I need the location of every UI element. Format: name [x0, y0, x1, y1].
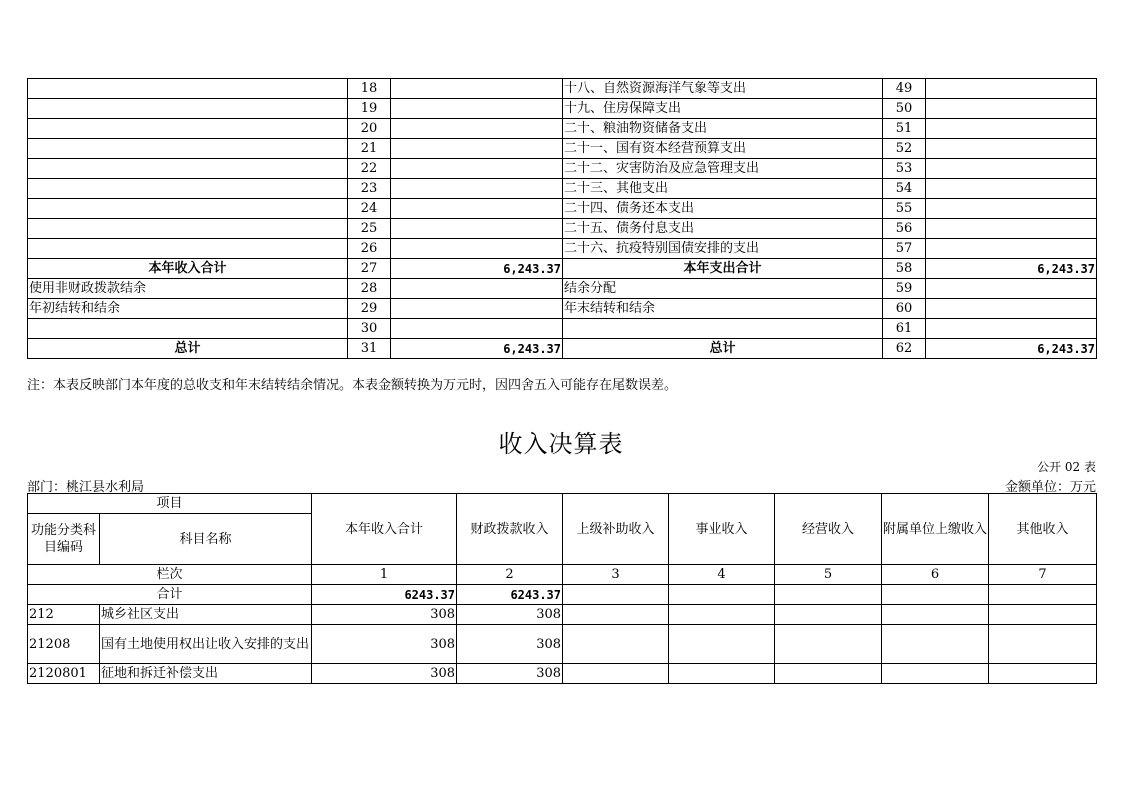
total-value: 6243.37 — [312, 585, 457, 605]
col-header-fiscal: 财政拨款收入 — [457, 494, 563, 565]
income-value: 308 — [457, 605, 563, 625]
total-value — [775, 585, 882, 605]
total-value — [882, 585, 989, 605]
income-item — [28, 79, 348, 99]
table-row — [28, 219, 1097, 239]
income-value — [669, 605, 775, 625]
expenditure-amount — [926, 79, 1097, 99]
table-row — [28, 179, 1097, 199]
row-number: 20 — [348, 119, 391, 139]
page-title: 收入决算表 — [498, 430, 624, 458]
expenditure-item: 二十二、灾害防治及应急管理支出 — [563, 159, 883, 179]
row-number: 53 — [883, 159, 926, 179]
subject-code: 212 — [28, 605, 100, 625]
income-amount — [391, 299, 563, 319]
row-number: 23 — [348, 179, 391, 199]
col-index: 2 — [457, 565, 563, 585]
item-header: 项目 — [28, 494, 312, 514]
row-number: 57 — [883, 239, 926, 259]
income-item — [28, 239, 348, 259]
table-row — [28, 605, 1097, 625]
expenditure-amount — [926, 239, 1097, 259]
income-value: 308 — [312, 605, 457, 625]
income-value — [989, 625, 1097, 664]
income-amount — [391, 99, 563, 119]
expenditure-item — [563, 319, 883, 339]
expenditure-amount — [926, 99, 1097, 119]
total-value — [563, 585, 669, 605]
income-item — [28, 139, 348, 159]
col-index: 3 — [563, 565, 669, 585]
col-index: 6 — [882, 565, 989, 585]
table-row — [28, 279, 1097, 299]
table-row — [28, 79, 1097, 99]
income-expenditure-table — [27, 78, 1097, 359]
expenditure-amount — [926, 299, 1097, 319]
row-number: 19 — [348, 99, 391, 119]
income-item — [28, 179, 348, 199]
income-settlement-table — [27, 493, 1097, 684]
col-index: 7 — [989, 565, 1097, 585]
subject-name: 城乡社区支出 — [100, 605, 312, 625]
income-item: 总计 — [28, 339, 348, 359]
subject-name: 国有土地使用权出让收入安排的支出 — [100, 625, 312, 664]
col-index-row — [28, 565, 1097, 585]
income-amount — [391, 139, 563, 159]
table-row — [28, 259, 1097, 279]
row-number: 26 — [348, 239, 391, 259]
income-value — [563, 625, 669, 664]
expenditure-item: 本年支出合计 — [563, 259, 883, 279]
income-item: 使用非财政拨款结余 — [28, 279, 348, 299]
total-value — [989, 585, 1097, 605]
income-value: 308 — [457, 625, 563, 664]
income-value — [989, 664, 1097, 684]
col-header-business: 事业收入 — [669, 494, 775, 565]
table-row — [28, 99, 1097, 119]
income-amount — [391, 159, 563, 179]
name-header: 科目名称 — [100, 514, 312, 565]
income-value — [669, 625, 775, 664]
income-amount — [391, 239, 563, 259]
col-index: 5 — [775, 565, 882, 585]
subject-code: 21208 — [28, 625, 100, 664]
expenditure-amount — [926, 279, 1097, 299]
expenditure-item: 二十、粮油物资储备支出 — [563, 119, 883, 139]
row-number: 54 — [883, 179, 926, 199]
income-settlement-rows — [28, 605, 1097, 684]
expenditure-item: 总计 — [563, 339, 883, 359]
table-row — [28, 319, 1097, 339]
income-amount: 6,243.37 — [391, 259, 563, 279]
col-header-superior: 上级补助收入 — [563, 494, 669, 565]
income-value: 308 — [312, 625, 457, 664]
income-amount: 6,243.37 — [391, 339, 563, 359]
table-row — [28, 239, 1097, 259]
expenditure-amount — [926, 199, 1097, 219]
income-amount — [391, 219, 563, 239]
row-number: 24 — [348, 199, 391, 219]
income-item — [28, 159, 348, 179]
income-amount — [391, 279, 563, 299]
expenditure-item: 二十六、抗疫特别国债安排的支出 — [563, 239, 883, 259]
income-value — [882, 625, 989, 664]
expenditure-amount — [926, 219, 1097, 239]
income-value: 308 — [457, 664, 563, 684]
income-value — [989, 605, 1097, 625]
col-header-affiliated: 附属单位上缴收入 — [882, 494, 989, 565]
row-number: 18 — [348, 79, 391, 99]
income-value — [669, 664, 775, 684]
row-number: 51 — [883, 119, 926, 139]
expenditure-amount: 6,243.37 — [926, 339, 1097, 359]
total-row — [28, 585, 1097, 605]
row-number: 25 — [348, 219, 391, 239]
income-item: 年初结转和结余 — [28, 299, 348, 319]
total-label: 合计 — [28, 585, 312, 605]
income-amount — [391, 79, 563, 99]
table-row — [28, 625, 1097, 664]
income-value — [775, 625, 882, 664]
col-header-total: 本年收入合计 — [312, 494, 457, 565]
table-row — [28, 299, 1097, 319]
expenditure-item: 十九、住房保障支出 — [563, 99, 883, 119]
subject-code: 2120801 — [28, 664, 100, 684]
expenditure-item: 二十一、国有资本经营预算支出 — [563, 139, 883, 159]
row-number: 56 — [883, 219, 926, 239]
code-header: 功能分类科目编码 — [28, 514, 100, 565]
income-value — [563, 664, 669, 684]
income-item — [28, 99, 348, 119]
expenditure-amount — [926, 159, 1097, 179]
col-index-label: 栏次 — [28, 565, 312, 585]
expenditure-item: 十八、自然资源海洋气象等支出 — [563, 79, 883, 99]
income-value: 308 — [312, 664, 457, 684]
income-value — [775, 605, 882, 625]
table-row — [28, 199, 1097, 219]
col-index: 4 — [669, 565, 775, 585]
total-value: 6243.37 — [457, 585, 563, 605]
col-header-operating: 经营收入 — [775, 494, 882, 565]
income-item — [28, 219, 348, 239]
row-number: 52 — [883, 139, 926, 159]
income-value — [563, 605, 669, 625]
income-value — [775, 664, 882, 684]
col-index: 1 — [312, 565, 457, 585]
income-item — [28, 119, 348, 139]
income-amount — [391, 199, 563, 219]
expenditure-amount — [926, 139, 1097, 159]
expenditure-amount: 6,243.37 — [926, 259, 1097, 279]
income-item — [28, 319, 348, 339]
row-number: 58 — [883, 259, 926, 279]
form-number: 公开 02 表 — [1037, 460, 1096, 474]
row-number: 55 — [883, 199, 926, 219]
expenditure-amount — [926, 179, 1097, 199]
row-number: 31 — [348, 339, 391, 359]
department-label: 部门：桃江县水利局 — [27, 480, 145, 495]
expenditure-item: 年末结转和结余 — [563, 299, 883, 319]
amount-unit-label: 金额单位：万元 — [1004, 480, 1096, 495]
row-number: 28 — [348, 279, 391, 299]
row-number: 59 — [883, 279, 926, 299]
expenditure-amount — [926, 119, 1097, 139]
row-number: 60 — [883, 299, 926, 319]
table-row — [28, 139, 1097, 159]
income-value — [882, 664, 989, 684]
row-number: 49 — [883, 79, 926, 99]
table-row — [28, 119, 1097, 139]
expenditure-item: 二十四、债务还本支出 — [563, 199, 883, 219]
row-number: 22 — [348, 159, 391, 179]
income-item: 本年收入合计 — [28, 259, 348, 279]
table-row — [28, 339, 1097, 359]
table-note: 注：本表反映部门本年度的总收支和年末结转结余情况。本表金额转换为万元时，因四舍五入可能存在尾数误差。 — [27, 378, 678, 393]
col-header-other: 其他收入 — [989, 494, 1097, 565]
income-amount — [391, 119, 563, 139]
row-number: 29 — [348, 299, 391, 319]
row-number: 50 — [883, 99, 926, 119]
table-row — [28, 664, 1097, 684]
income-expenditure-table-body — [28, 79, 1097, 359]
header-row — [28, 494, 1097, 514]
expenditure-item: 结余分配 — [563, 279, 883, 299]
income-amount — [391, 179, 563, 199]
income-amount — [391, 319, 563, 339]
income-value — [882, 605, 989, 625]
row-number: 62 — [883, 339, 926, 359]
income-item — [28, 199, 348, 219]
row-number: 30 — [348, 319, 391, 339]
expenditure-amount — [926, 319, 1097, 339]
subject-name: 征地和拆迁补偿支出 — [100, 664, 312, 684]
total-value — [669, 585, 775, 605]
table-row — [28, 159, 1097, 179]
row-number: 27 — [348, 259, 391, 279]
row-number: 21 — [348, 139, 391, 159]
expenditure-item: 二十五、债务付息支出 — [563, 219, 883, 239]
row-number: 61 — [883, 319, 926, 339]
expenditure-item: 二十三、其他支出 — [563, 179, 883, 199]
